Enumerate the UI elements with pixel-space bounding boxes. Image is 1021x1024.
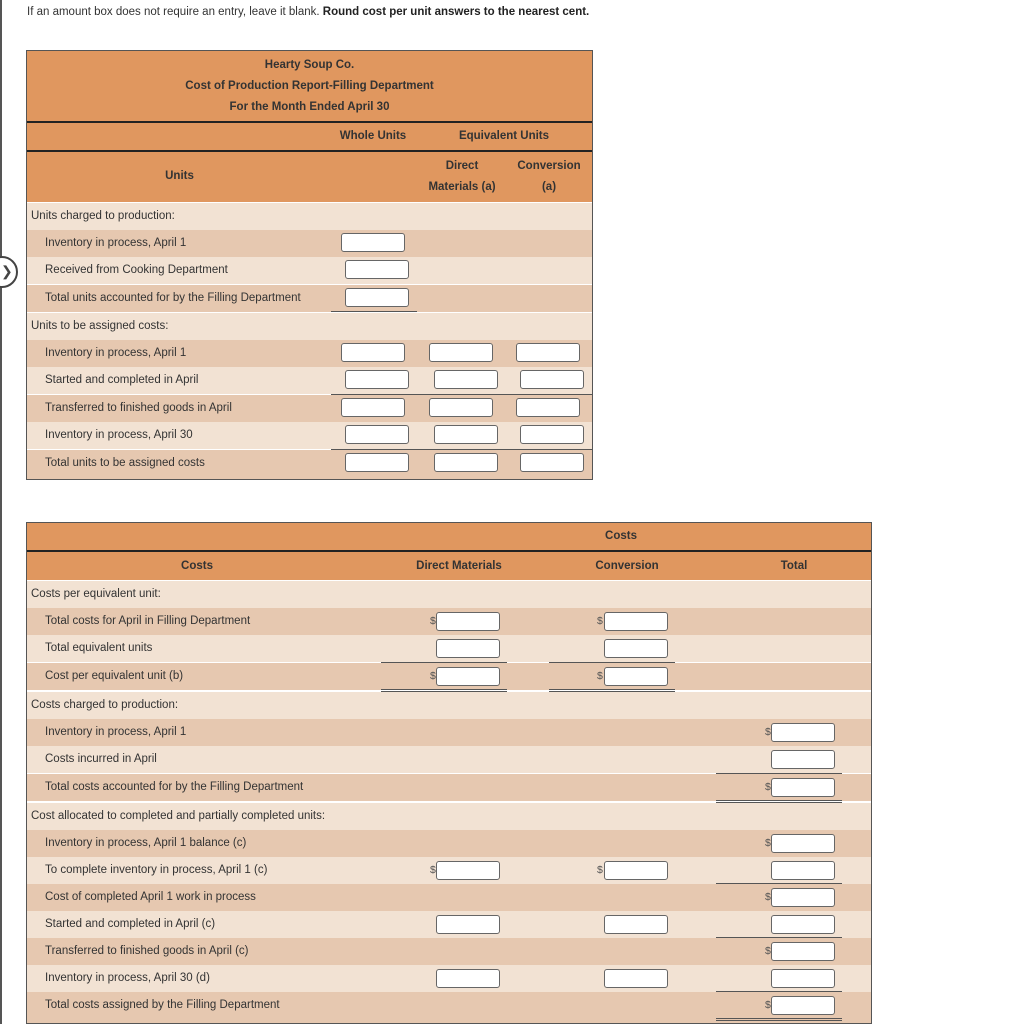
input-units-received-whole[interactable]: [345, 260, 409, 279]
table-row: Started and completed in April (c): [27, 911, 871, 938]
col-costs: Costs: [181, 560, 213, 572]
table-row: Transferred to finished goods in April: [27, 395, 592, 422]
table-row: Total costs for April in Filling Department $ $: [27, 608, 871, 635]
input-assign-inventory-apr1-conv[interactable]: [516, 343, 580, 362]
input-assign-started-completed-conv[interactable]: [520, 370, 584, 389]
dollar-sign: $: [430, 670, 436, 682]
col-dm-line2: Materials (a): [428, 181, 496, 193]
dollar-sign: $: [765, 781, 771, 793]
table-row: Transferred to finished goods in April (c) $: [27, 938, 871, 965]
table-row: Inventory in process, April 30: [27, 422, 592, 449]
input-assign-inventory-apr30-dm[interactable]: [434, 425, 498, 444]
input-assign-inventory-apr1-whole[interactable]: [341, 343, 405, 362]
input-cost-per-eq-unit-conv[interactable]: [604, 667, 668, 686]
chevron-right-icon: ❯: [1, 263, 13, 279]
table-row: Costs charged to production:: [27, 692, 871, 719]
input-inventory-apr30-conv[interactable]: [604, 969, 668, 988]
input-transferred-fg-total[interactable]: [771, 942, 835, 961]
input-assign-inventory-apr30-conv[interactable]: [520, 425, 584, 444]
table-row: Total equivalent units: [27, 635, 871, 662]
input-assign-inventory-apr30-whole[interactable]: [345, 425, 409, 444]
table-row: Total units accounted for by the Filling Department: [27, 285, 592, 312]
input-alloc-inventory-apr1-balance-total[interactable]: [771, 834, 835, 853]
dollar-sign: $: [765, 891, 771, 903]
input-total-costs-accounted-total[interactable]: [771, 778, 835, 797]
input-assign-transferred-whole[interactable]: [341, 398, 405, 417]
input-complete-apr1-dm[interactable]: [436, 861, 500, 880]
report-header: [27, 51, 592, 121]
dollar-sign: $: [597, 670, 603, 682]
col-direct-materials: Direct Materials: [416, 560, 502, 572]
table-row: Cost allocated to completed and partially completed units:: [27, 803, 871, 830]
table-row: Units charged to production:: [27, 203, 592, 230]
dollar-sign: $: [765, 999, 771, 1011]
table-row: Total costs accounted for by the Filling Department $: [27, 774, 871, 801]
company-name: Hearty Soup Co.: [264, 59, 355, 71]
table-row: Cost of completed April 1 work in process $: [27, 884, 871, 911]
input-assign-total-conv[interactable]: [520, 453, 584, 472]
input-assign-transferred-conv[interactable]: [516, 398, 580, 417]
input-assign-transferred-dm[interactable]: [429, 398, 493, 417]
input-total-eq-units-dm[interactable]: [436, 639, 500, 658]
input-cost-completed-apr1-wip-total[interactable]: [771, 888, 835, 907]
col-dm-line1: Direct: [445, 160, 479, 172]
input-started-completed-conv[interactable]: [604, 915, 668, 934]
costs-column-header: [27, 552, 871, 580]
instructions-text: If an amount box does not require an entry, leave it blank.: [27, 6, 320, 18]
table-row: Inventory in process, April 1 balance (c) $: [27, 830, 871, 857]
units-subheader: [27, 123, 592, 150]
costs-group-header: [27, 523, 871, 550]
col-conversion: Conversion: [595, 560, 659, 572]
instructions-bold-text: Round cost per unit answers to the nearest cent.: [322, 6, 590, 18]
col-conv-line2: (a): [541, 181, 557, 193]
input-cost-per-eq-unit-dm[interactable]: [436, 667, 500, 686]
expand-panel-button[interactable]: [0, 256, 18, 288]
input-total-eq-units-conv[interactable]: [604, 639, 668, 658]
col-units: Units: [165, 170, 194, 182]
table-row: Costs incurred in April: [27, 746, 871, 773]
table-row: Total units to be assigned costs: [27, 450, 592, 479]
dollar-sign: $: [597, 615, 603, 627]
input-started-completed-dm[interactable]: [436, 915, 500, 934]
input-charged-inventory-apr1-total[interactable]: [771, 723, 835, 742]
page-left-border: [0, 0, 2, 1024]
table-row: Started and completed in April: [27, 367, 592, 394]
table-row: Units to be assigned costs:: [27, 313, 592, 340]
input-assign-started-completed-whole[interactable]: [345, 370, 409, 389]
input-complete-apr1-total[interactable]: [771, 861, 835, 880]
input-assign-total-dm[interactable]: [434, 453, 498, 472]
input-total-costs-dm[interactable]: [436, 612, 500, 631]
col-total: Total: [780, 560, 808, 572]
input-assign-inventory-apr1-dm[interactable]: [429, 343, 493, 362]
input-units-inventory-apr1-whole[interactable]: [341, 233, 405, 252]
dollar-sign: $: [430, 615, 436, 627]
col-conv-line1: Conversion: [517, 160, 581, 172]
input-assign-started-completed-dm[interactable]: [434, 370, 498, 389]
col-whole-units: Whole Units: [339, 130, 407, 142]
input-total-costs-conv[interactable]: [604, 612, 668, 631]
table-row: Inventory in process, April 1: [27, 340, 592, 367]
units-column-header: [27, 152, 592, 202]
table-row: Costs per equivalent unit:: [27, 581, 871, 608]
instructions: [27, 6, 589, 18]
dollar-sign: $: [765, 837, 771, 849]
input-units-total-accounted-whole[interactable]: [345, 288, 409, 307]
input-total-costs-assigned-total[interactable]: [771, 996, 835, 1015]
table-row: Cost per equivalent unit (b) $ $: [27, 663, 871, 690]
dollar-sign: $: [765, 945, 771, 957]
table-row: To complete inventory in process, April 1 (c) $ $: [27, 857, 871, 884]
input-assign-total-whole[interactable]: [345, 453, 409, 472]
input-complete-apr1-conv[interactable]: [604, 861, 668, 880]
input-inventory-apr30-total[interactable]: [771, 969, 835, 988]
dollar-sign: $: [765, 726, 771, 738]
input-costs-incurred-april-total[interactable]: [771, 750, 835, 769]
input-started-completed-total[interactable]: [771, 915, 835, 934]
table-row: Inventory in process, April 1 $: [27, 719, 871, 746]
input-inventory-apr30-dm[interactable]: [436, 969, 500, 988]
report-title: Cost of Production Report-Filling Department: [185, 80, 434, 92]
table-row: Inventory in process, April 1: [27, 230, 592, 257]
dollar-sign: $: [430, 864, 436, 876]
table-row: Inventory in process, April 30 (d): [27, 965, 871, 992]
col-costs-group: Costs: [605, 530, 637, 542]
col-equivalent-units: Equivalent Units: [458, 130, 550, 142]
report-period: For the Month Ended April 30: [229, 101, 390, 113]
table-row: Received from Cooking Department: [27, 257, 592, 284]
dollar-sign: $: [597, 864, 603, 876]
table-row: Total costs assigned by the Filling Department $: [27, 992, 871, 1023]
